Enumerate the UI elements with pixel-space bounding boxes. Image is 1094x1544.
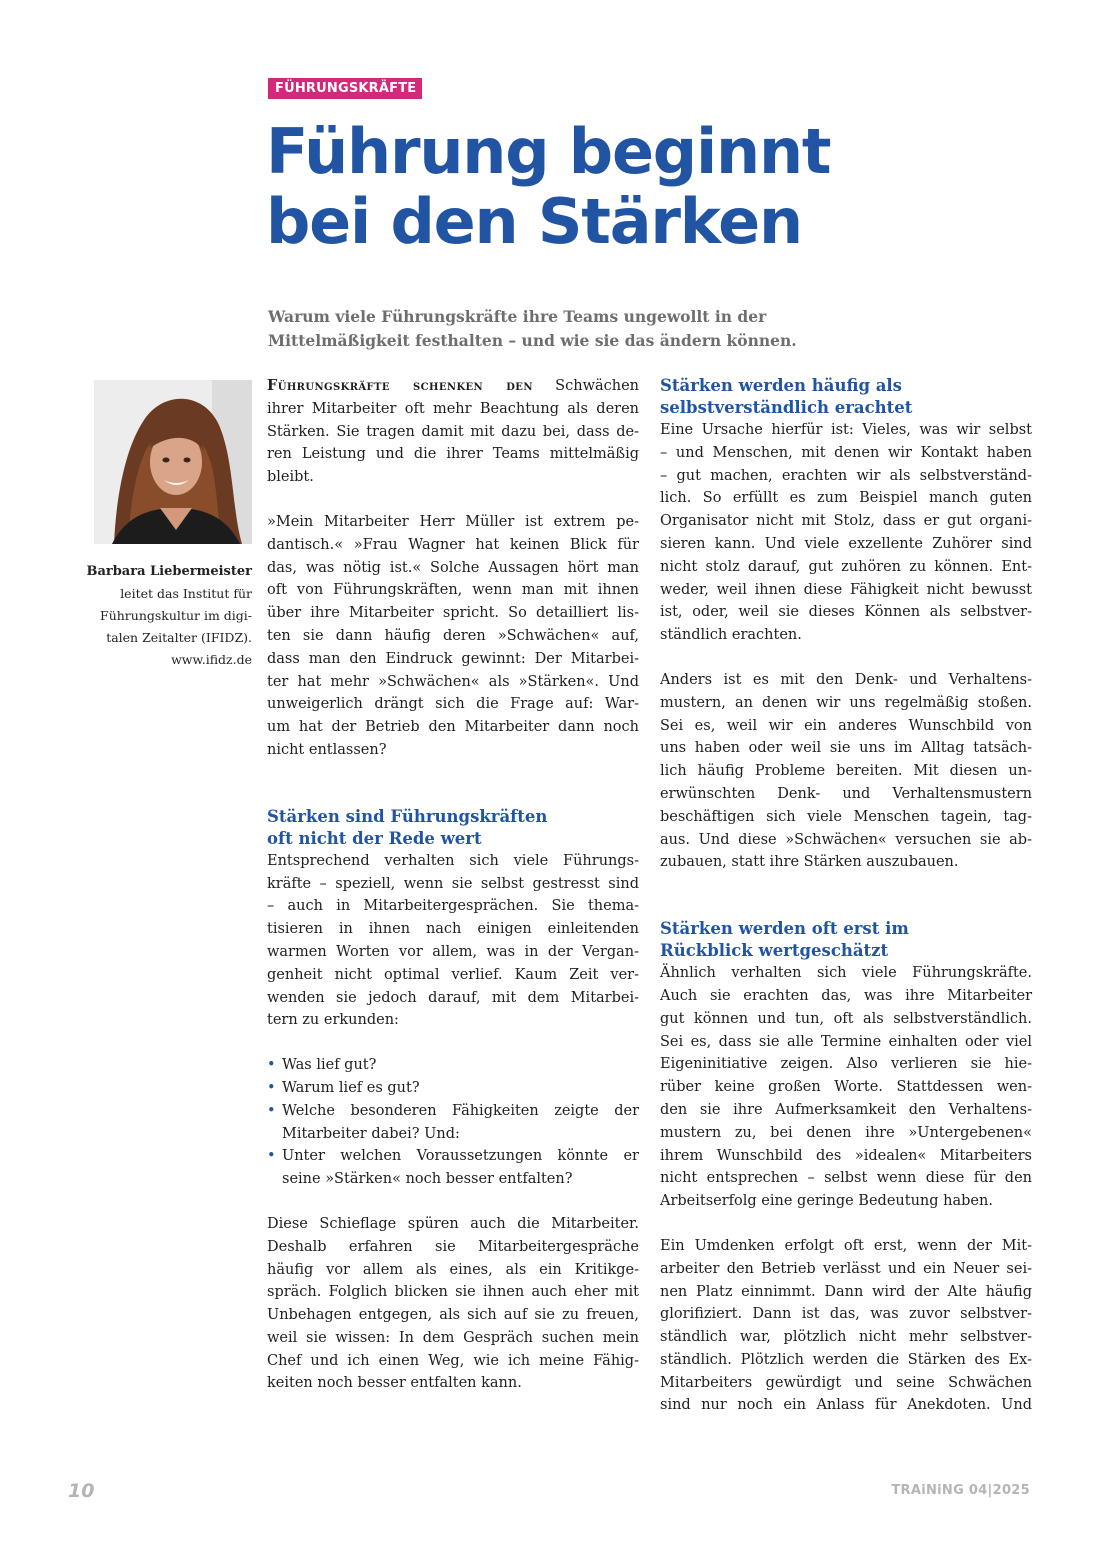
text-line: Diese Schieflage spüren auch die Mitarbeiter. — [267, 1215, 639, 1232]
title-line: Führung beginnt — [266, 115, 831, 188]
lead-in: Führungskräfte schenken den — [267, 377, 533, 394]
question-list — [267, 1054, 639, 1191]
text-line: ten sie dann häufig deren »Schwächen« auf, — [267, 627, 639, 644]
text-line: Deshalb erfahren sie Mitarbeitergespräche — [267, 1238, 639, 1255]
title-line: bei den Stärken — [266, 185, 802, 258]
text-line: ständlich. Plötzlich werden die Stärken des Ex- — [660, 1351, 1032, 1368]
text-line: Sei es, weil wir ein anderes Wunschbild von — [660, 717, 1032, 734]
text-line: aus. Und diese »Schwächen« versuchen sie ab- — [660, 831, 1032, 848]
heading-line: Stärken werden oft erst im — [660, 919, 909, 939]
author-name: Barbara Liebermeister — [86, 564, 252, 579]
text-line: das, was nötig ist.« Solche Aussagen hört man — [267, 559, 639, 576]
text-line: bleibt. — [267, 469, 314, 486]
text-line: Ähnlich verhalten sich viele Führungskräfte. — [660, 965, 1032, 982]
text-line: Ein Umdenken erfolgt oft erst, wenn der Mit- — [660, 1237, 1032, 1254]
heading-line: selbstverständlich erachtet — [660, 398, 913, 417]
text-line: Sei es, dass sie alle Termine einhalten oder viel — [660, 1033, 1032, 1050]
text-line: Entsprechend verhalten sich viele Führungs- — [267, 852, 639, 869]
text-line: kräfte – speziell, wenn sie selbst gestresst sind — [267, 875, 639, 892]
magazine-issue: TRAiNiNG 04|2025 — [891, 1483, 1030, 1498]
text-line: glorifiziert. Dann ist das, was zuvor selbstver- — [660, 1306, 1032, 1323]
text-line: nicht entlassen? — [267, 741, 387, 758]
list-item: • Unter welchen Voraussetzungen könnte er seine »Stärken« noch besser entfalten? — [267, 1145, 639, 1191]
author-portrait-image — [94, 380, 252, 544]
text-line: unweigerlich drängt sich die Frage auf: War- — [267, 696, 639, 713]
paragraph — [267, 1213, 639, 1395]
text-line: Arbeitserfolg eine geringe Bedeutung haben. — [660, 1193, 993, 1210]
text-line: weil sie wissen: In dem Gespräch suchen mein — [267, 1329, 639, 1346]
text-line: keiten noch besser entfalten kann. — [267, 1375, 522, 1392]
text-line: »Mein Mitarbeiter Herr Müller ist extrem pe- — [267, 513, 639, 530]
subtitle-line: Warum viele Führungskräfte ihre Teams ungewollt in der — [268, 307, 767, 326]
author-website: www.ifidz.de — [171, 652, 252, 667]
author-caption — [60, 561, 252, 671]
article-column-2 — [660, 375, 1032, 1439]
category-badge: FÜHRUNGSKRÄFTE — [268, 78, 422, 99]
text-line — [267, 375, 639, 398]
list-item: • Welche besonderen Fähigkeiten zeigte der Mitarbeiter dabei? Und: — [267, 1100, 639, 1146]
text-line: lich. So erfüllt es zum Beispiel manch guten — [660, 490, 1032, 507]
article-subtitle — [268, 305, 828, 353]
author-photo — [94, 380, 252, 544]
text-line: gut können und tun, oft als selbstverständlich. — [660, 1010, 1032, 1027]
text-line: zubauen, statt ihre Stärken auszubauen. — [660, 854, 959, 871]
paragraph — [267, 511, 639, 762]
author-bio-line: leitet das Institut für — [120, 586, 252, 601]
list-item: • Warum lief es gut? — [267, 1077, 639, 1100]
text-line: Chef und ich einen Weg, wie ich meine Fähig- — [267, 1352, 639, 1369]
text-line: ihrem Wunschbild des »idealen« Mitarbeiters — [660, 1147, 1032, 1164]
text-line: Mitarbeiters gewürdigt und seine Schwächen — [660, 1374, 1032, 1391]
section-heading — [660, 375, 1032, 419]
text-line: Unbehagen entgegen, als sich auf sie zu freuen, — [267, 1307, 639, 1324]
text-line: tern zu erkunden: — [267, 1012, 399, 1029]
heading-line: Rückblick wertgeschätzt — [660, 941, 889, 961]
text-line: genheit nicht optimal verlief. Kaum Zeit ver- — [267, 966, 639, 983]
paragraph — [660, 419, 1032, 647]
text-line: – gut machen, erachten wir als selbstverständ- — [660, 467, 1032, 484]
text-line: Eigeninitiative zeigen. Also verlieren sie hie- — [660, 1056, 1032, 1073]
text-line: ständlich war, plötzlich nicht mehr selbstver- — [660, 1329, 1032, 1346]
subtitle-line: Mittelmäßigkeit festhalten – und wie sie das ändern können. — [268, 331, 797, 350]
text-line: – und Menschen, mit denen wir Kontakt haben — [660, 444, 1032, 461]
text-line: Organisator nicht mit Stolz, dass er gut organi- — [660, 513, 1032, 530]
text-line: nicht stolz darauf, gut zuhören zu können. Ent- — [660, 558, 1032, 575]
text-line: Stärken. Sie tragen damit mit dazu bei, dass de- — [267, 423, 639, 440]
text-line: Anders ist es mit den Denk- und Verhaltens- — [660, 671, 1032, 688]
author-bio-line: Führungskultur im digi- — [100, 608, 252, 623]
text-line: ter hat mehr »Schwächen« als »Stärken«. Und — [267, 673, 639, 690]
text-line: warmen Worten vor allem, was in der Vergan- — [267, 943, 639, 960]
heading-line: oft nicht der Rede wert — [267, 828, 482, 848]
text-line: oft von Führungskräften, wenn man mit ihnen — [267, 582, 639, 599]
page-number: 10 — [68, 1480, 95, 1502]
text-line: Eine Ursache hierfür ist: Vieles, was wir selbst — [660, 422, 1032, 438]
text-line: weder, weil ihnen diese Fähigkeit nicht bewusst — [660, 581, 1032, 598]
text-line: mustern, an denen wir uns regelmäßig stoßen. — [660, 694, 1032, 711]
text-line: nen Platz einnimmt. Dann wird der Alte häufig — [660, 1283, 1032, 1300]
text-line: dantisch.« »Frau Wagner hat keinen Blick für — [267, 536, 639, 553]
text-line: lich häufig Probleme bereiten. Mit diesen un- — [660, 763, 1032, 780]
text-line: uns haben oder weil sie uns im Alltag tatsäch- — [660, 740, 1032, 757]
paragraph — [267, 375, 639, 489]
text-line: häufig vor allem als eines, als ein Kritikge- — [267, 1261, 639, 1278]
article-column-1 — [267, 375, 639, 1417]
text-line: dass man den Eindruck gewinnt: Der Mitarbei- — [267, 650, 639, 667]
text-line: sieren kann. Und viele exzellente Zuhörer sind — [660, 535, 1032, 552]
text-line: ren Leistung und die ihrer Teams mittelmäßig — [267, 446, 639, 463]
text-line: spräch. Folglich blicken sie ihnen auch eher mit — [267, 1284, 639, 1301]
paragraph — [267, 850, 639, 1032]
text-line: – auch in Mitarbeitergesprächen. Sie thema- — [267, 898, 639, 915]
heading-line: Stärken werden häufig als — [660, 376, 902, 395]
paragraph — [660, 962, 1032, 1213]
text-line: rüber keine großen Worte. Stattdessen wen- — [660, 1079, 1032, 1096]
list-item: • Was lief gut? — [267, 1054, 639, 1077]
text-line: erwünschten Denk- und Verhaltensmustern — [660, 785, 1032, 802]
text-line: Auch sie erachten das, was ihre Mitarbeiter — [660, 987, 1032, 1004]
article-title — [266, 117, 1046, 257]
author-bio-line: talen Zeitalter (IFIDZ). — [106, 630, 252, 645]
text-line: wenden sie jedoch darauf, mit dem Mitarbei- — [267, 989, 639, 1006]
section-heading — [267, 806, 639, 850]
section-heading — [660, 918, 1032, 962]
text-line: arbeiter den Betrieb verlässt und ein Neuer sei- — [660, 1260, 1032, 1277]
text-line: den sie ihre Aufmerksamkeit den Verhaltens- — [660, 1101, 1032, 1118]
text-line: über ihre Mitarbeiter spricht. So detailliert lis- — [267, 605, 639, 622]
text-line: beschäftigen sich viele Menschen tagein, tag- — [660, 808, 1032, 825]
text-line: sind nur noch ein Anlass für Anekdoten. Und — [660, 1397, 1032, 1414]
text-line: ist, oder, weil sie dieses Können als selbstver- — [660, 604, 1032, 621]
paragraph — [660, 1235, 1032, 1417]
text-line: mustern zu, bei denen ihre »Untergebenen« — [660, 1124, 1032, 1141]
text-line: ständlich erachten. — [660, 627, 802, 644]
text-line: ihrer Mitarbeiter oft mehr Beachtung als deren — [267, 400, 639, 417]
text-line: nicht entsprechen – selbst wenn diese für den — [660, 1170, 1032, 1187]
text-fragment: Schwächen — [532, 378, 639, 394]
text-line: tisieren in ihnen nach einigen einleitenden — [267, 921, 639, 938]
text-line: um hat der Betrieb den Mitarbeiter dann noch — [267, 719, 639, 736]
heading-line: Stärken sind Führungskräften — [267, 806, 548, 826]
paragraph — [660, 669, 1032, 874]
